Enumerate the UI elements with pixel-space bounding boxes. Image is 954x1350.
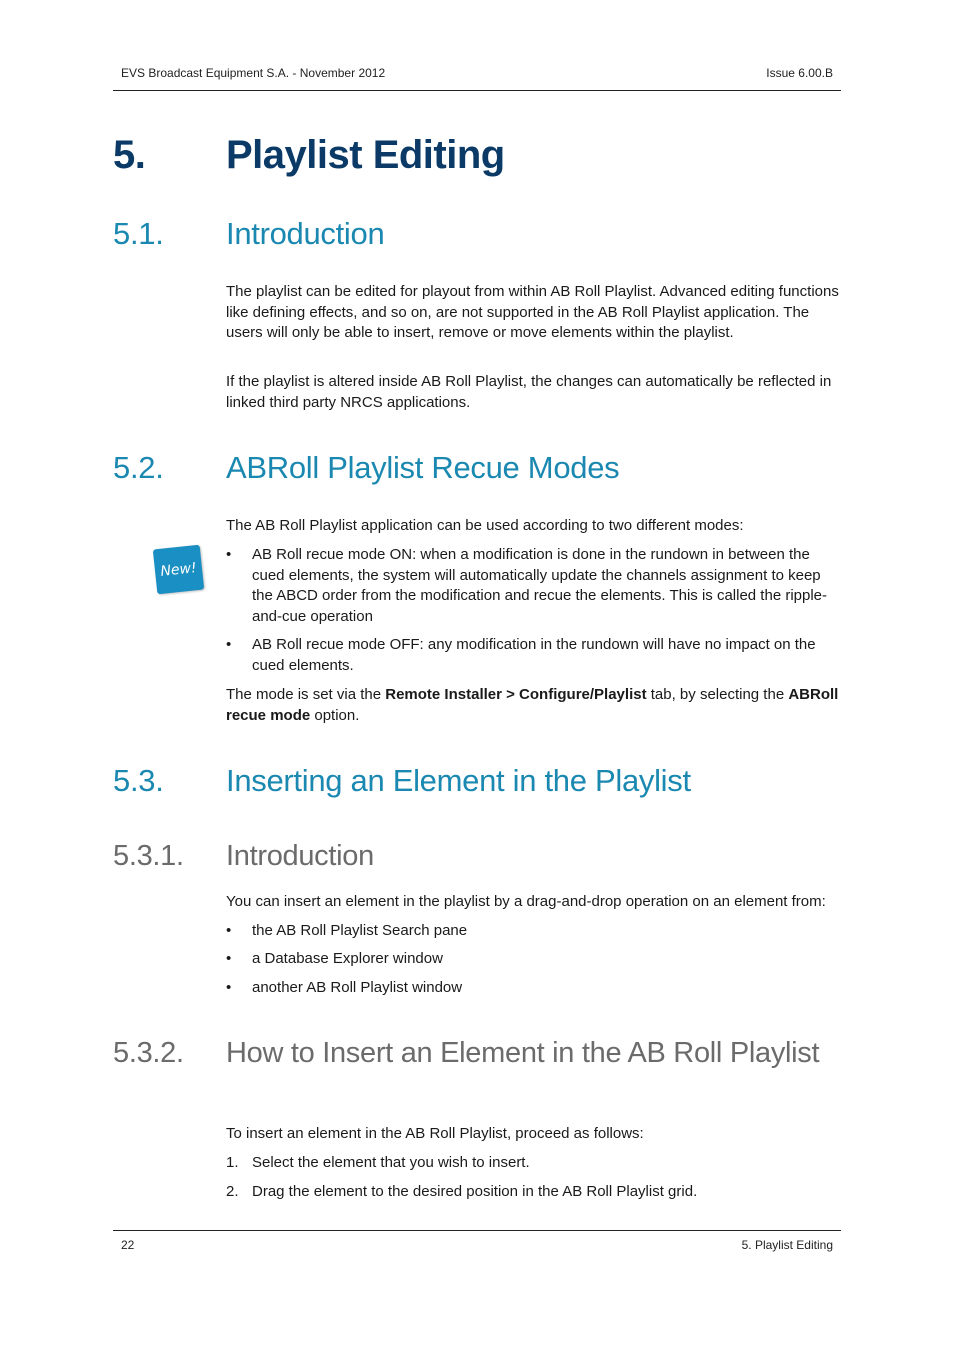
list-item-text: the AB Roll Playlist Search pane (252, 922, 468, 939)
section-title: Inserting an Element in the Playlist (226, 763, 691, 798)
mode-setting-paragraph (226, 685, 846, 726)
footer-section: 5. Playlist Editing (741, 1238, 833, 1252)
bullet-mark: • (226, 922, 232, 939)
list-item-text: another AB Roll Playlist window (252, 979, 463, 996)
subsection-title: Introduction (226, 840, 374, 872)
section-5-3-2-heading (113, 1036, 841, 1106)
menu-path: Remote Installer > Configure/Playlist (385, 686, 647, 703)
step-number: 1. (226, 1154, 239, 1171)
subsection-title: How to Insert an Element in the AB Roll Playlist (226, 1037, 820, 1069)
subsection-number: 5.3.1. (113, 840, 184, 872)
section-5-1-heading (113, 216, 384, 252)
bullet-mark: • (226, 950, 232, 967)
section-number: 5.2. (113, 450, 164, 485)
section-number: 5.3. (113, 763, 164, 798)
insert-intro: You can insert an element in the playlist by a drag-and-drop operation on an element from: (226, 893, 826, 910)
bullet-mark: • (226, 979, 232, 996)
step-text: Drag the element to the desired position in the AB Roll Playlist grid. (252, 1183, 698, 1200)
intro-paragraph-1: The playlist can be edited for playout from within AB Roll Playlist. Advanced editing functions like defining effects, and so on, are not supported in the AB Roll Playlist application. The users will only be able to insert, remove or move elements within the playlist. (226, 283, 839, 341)
bullet-mark: • (226, 546, 232, 563)
list-item-text: a Database Explorer window (252, 950, 443, 967)
mode-text: option. (310, 706, 360, 724)
section-title: ABRoll Playlist Recue Modes (226, 450, 620, 485)
section-number: 5.1. (113, 216, 164, 251)
new-badge-label: New! (159, 559, 198, 580)
section-5-3-heading (113, 763, 691, 799)
bullet-text: AB Roll recue mode OFF: any modification in the rundown will have no impact on the cued elements. (252, 636, 816, 674)
mode-text: The mode is set via the (226, 686, 386, 703)
step-number: 2. (226, 1183, 239, 1200)
insert-steps-intro: To insert an element in the AB Roll Playlist, proceed as follows: (226, 1125, 644, 1142)
new-badge-icon (153, 545, 204, 595)
chapter-title: Playlist Editing (226, 133, 505, 177)
chapter-heading (113, 133, 505, 178)
step-text: Select the element that you wish to insert. (252, 1154, 530, 1171)
section-5-3-1-heading (113, 839, 841, 874)
subsection-number: 5.3.2. (113, 1037, 184, 1069)
recue-intro: The AB Roll Playlist application can be used according to two different modes: (226, 517, 744, 534)
footer-rule (113, 1230, 841, 1231)
mode-text: tab, by selecting the (646, 686, 789, 703)
chapter-number: 5. (113, 133, 146, 177)
section-5-2-heading (113, 450, 619, 486)
header-left: EVS Broadcast Equipment S.A. - November 2012 (121, 66, 386, 80)
page-number: 22 (121, 1238, 135, 1252)
bullet-mark: • (226, 636, 232, 653)
bullet-text: AB Roll recue mode ON: when a modification is done in the rundown in between the cued elements, the system will automatically update the channels assignment to keep the ABCD order from the modification and recue the elements. This is called the ripple-and-cue operation (252, 546, 828, 625)
option-name: ABRoll recue mode (226, 686, 839, 724)
header-rule (113, 90, 841, 91)
header-right: Issue 6.00.B (766, 66, 833, 80)
section-title: Introduction (226, 216, 385, 251)
intro-paragraph-2: If the playlist is altered inside AB Roll Playlist, the changes can automatically be reflected in linked third party NRCS applications. (226, 373, 832, 411)
